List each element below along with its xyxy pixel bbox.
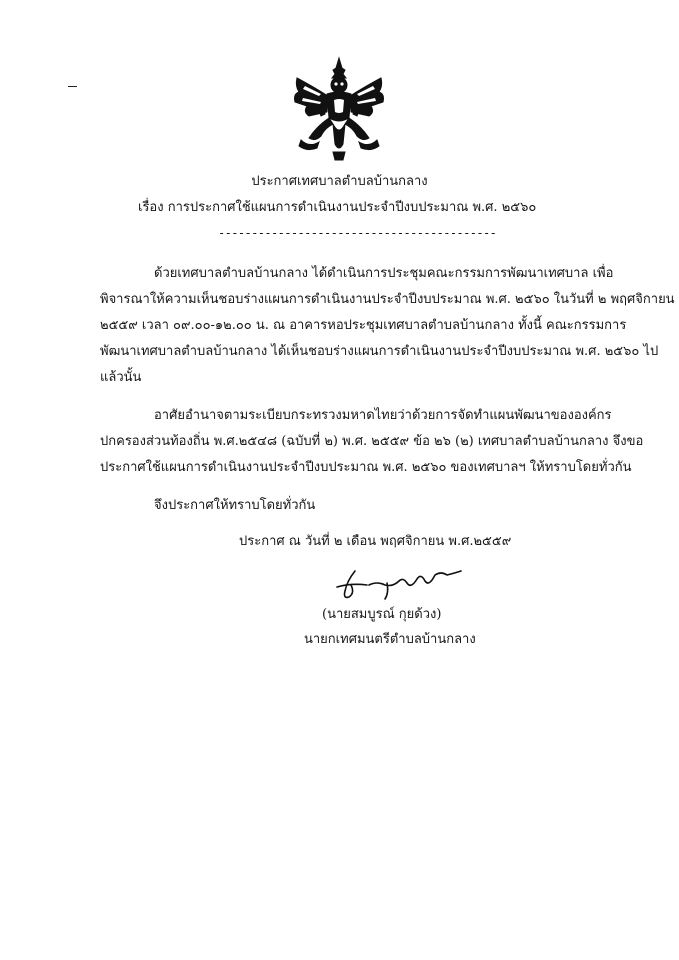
signer-title: นายกเทศมนตรีตำบลบ้านกลาง — [304, 632, 476, 647]
announcement-date: ประกาศ ณ วันที่ ๒ เดือน พฤศจิกายน พ.ศ.๒๕๕๙ — [239, 534, 512, 549]
signature-image — [333, 567, 463, 605]
corner-mark — [68, 86, 77, 87]
paragraph2-line-1: อาศัยอำนาจตามระเบียบกระทรวงมหาดไทยว่าด้วยการจัดทำแผนพัฒนาขององค์กร — [154, 408, 612, 423]
closing-statement: จึงประกาศให้ทราบโดยทั่วกัน — [154, 498, 316, 513]
paragraph1-line-3: ๒๕๕๙ เวลา ๐๙.๐๐-๑๒.๐๐ น. ณ อาคารหอประชุมเทศบาลตำบลบ้านกลาง ทั้งนี้ คณะกรรมการ — [100, 318, 627, 333]
paragraph1-line-4: พัฒนาเทศบาลตำบลบ้านกลาง ได้เห็นชอบร่างแผนการดำเนินงานประจำปีงบประมาณ พ.ศ. ๒๕๖๐ ไป — [100, 344, 659, 359]
paragraph1-line-1: ด้วยเทศบาลตำบลบ้านกลาง ได้ดำเนินการประชุมคณะกรรมการพัฒนาเทศบาล เพื่อ — [154, 266, 614, 281]
paragraph2-line-2: ปกครองส่วนท้องถิ่น พ.ศ.๒๕๔๘ (ฉบับที่ ๒) พ.ศ. ๒๕๕๙ ข้อ ๒๖ (๒) เทศบาลตำบลบ้านกลาง จึงขอ — [100, 434, 644, 449]
signer-name: (นายสมบูรณ์ กุยด้วง) — [322, 607, 442, 622]
announcement-title: ประกาศเทศบาลตำบลบ้านกลาง — [251, 174, 428, 189]
garuda-emblem-icon — [287, 56, 391, 162]
paragraph1-line-5: แล้วนั้น — [100, 370, 142, 385]
separator-line: ------------------------------------------ — [218, 226, 497, 240]
paragraph1-line-2: พิจารณาให้ความเห็นชอบร่างแผนการดำเนินงานประจำปีงบประมาณ พ.ศ. ๒๕๖๐ ในวันที่ ๒ พฤศจิกายน — [100, 292, 675, 307]
paragraph2-line-3: ประกาศใช้แผนการดำเนินงานประจำปีงบประมาณ พ.ศ. ๒๕๖๐ ของเทศบาลฯ ให้ทราบโดยทั่วกัน — [100, 460, 632, 475]
announcement-subject: เรื่อง การประกาศใช้แผนการดำเนินงานประจำปีงบประมาณ พ.ศ. ๒๕๖๐ — [138, 200, 537, 215]
